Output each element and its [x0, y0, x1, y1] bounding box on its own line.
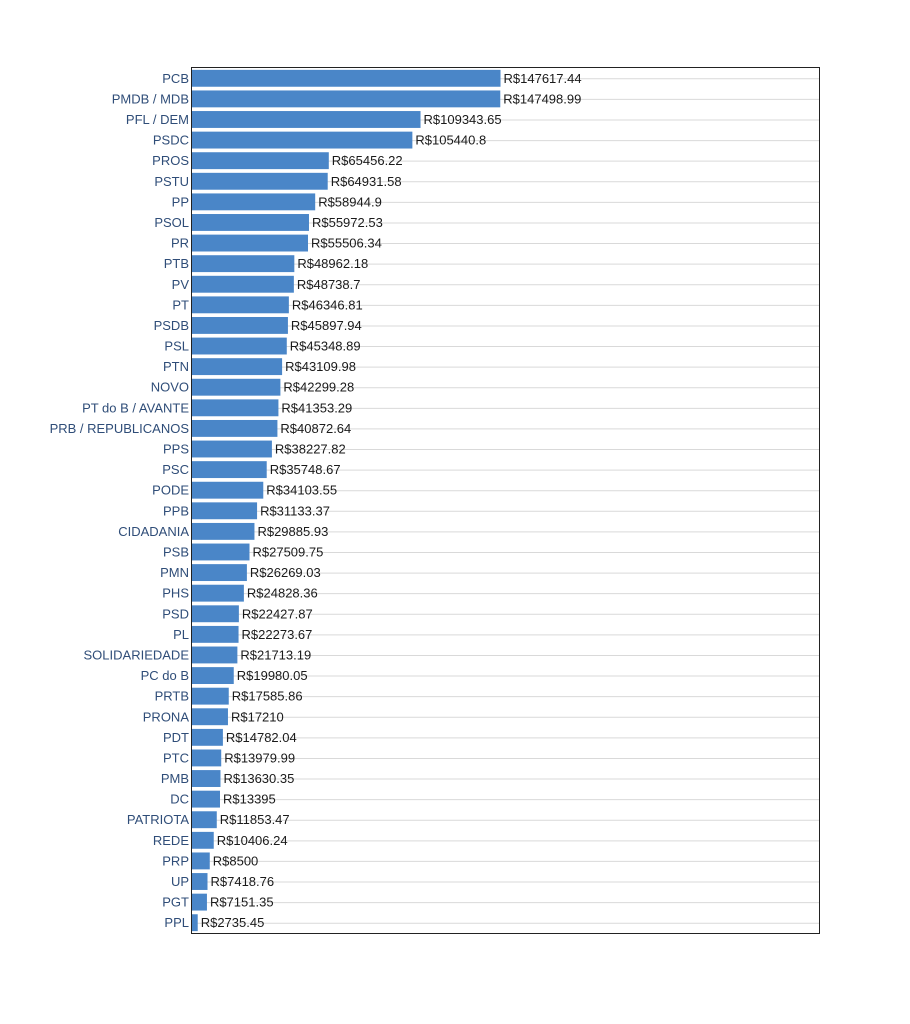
category-label: PL [173, 626, 189, 642]
value-label: R$48962.18 [297, 256, 369, 272]
bar [192, 296, 289, 313]
bar [192, 811, 217, 828]
category-label: PSOL [154, 214, 189, 230]
value-label: R$147498.99 [503, 91, 582, 107]
value-label: R$64931.58 [330, 173, 402, 189]
category-label: PSD [162, 606, 189, 622]
bar [192, 729, 223, 746]
value-label: R$147617.44 [503, 70, 582, 86]
category-label: PRB / REPUBLICANOS [49, 420, 189, 436]
bar [192, 255, 294, 272]
bar [192, 132, 412, 149]
category-label: PSC [162, 462, 189, 478]
value-label: R$43109.98 [285, 359, 356, 375]
bar [192, 544, 249, 561]
value-label: R$13979.99 [224, 750, 296, 766]
category-label: PSDC [152, 132, 189, 148]
value-label: R$35748.67 [269, 462, 341, 478]
category-label: CIDADANIA [118, 523, 189, 539]
value-label: R$55506.34 [311, 235, 382, 251]
bar [192, 173, 328, 190]
category-label: PDT [163, 729, 189, 745]
value-label: R$7418.76 [210, 874, 275, 890]
value-label: R$48738.7 [296, 276, 361, 292]
value-label: R$41353.29 [281, 400, 353, 416]
category-label: DC [170, 791, 189, 807]
value-label: R$105440.8 [415, 132, 487, 148]
bar [192, 214, 309, 231]
category-label: PHS [162, 585, 189, 601]
bar [192, 688, 229, 705]
value-label: R$17585.86 [231, 688, 303, 704]
category-label: NOVO [150, 379, 189, 395]
value-label: R$11853.47 [219, 812, 290, 828]
category-label: PRTB [154, 688, 189, 704]
bar [192, 626, 239, 643]
bar [192, 317, 288, 334]
category-label: PV [171, 276, 189, 292]
category-label: PTB [163, 256, 189, 272]
category-label: PMN [160, 565, 189, 581]
bar [192, 441, 272, 458]
bar [192, 399, 278, 416]
value-label: R$55972.53 [311, 214, 383, 230]
bar [192, 482, 263, 499]
value-label: R$42299.28 [283, 379, 355, 395]
category-label: PMB [160, 771, 189, 787]
value-label: R$22427.87 [241, 606, 313, 622]
bar [192, 502, 257, 519]
category-label: PODE [152, 482, 189, 498]
category-label: PSDB [153, 317, 189, 333]
category-label: PFL / DEM [125, 111, 189, 127]
category-label: PRONA [142, 709, 189, 725]
value-label: R$65456.22 [331, 153, 403, 169]
bar [192, 420, 277, 437]
value-label: R$22273.67 [241, 626, 313, 642]
category-label: PATRIOTA [126, 812, 189, 828]
value-label: R$14782.04 [225, 729, 297, 745]
value-label: R$31133.37 [260, 503, 330, 519]
category-label: PPS [162, 441, 189, 457]
bar [192, 90, 500, 107]
bar [192, 564, 247, 581]
value-label: R$13395 [222, 791, 276, 807]
bar [192, 667, 234, 684]
value-label: R$40872.64 [280, 420, 352, 436]
category-label: PRP [162, 853, 189, 869]
bar [192, 749, 221, 766]
value-label: R$45348.89 [289, 338, 361, 354]
category-label: PP [171, 194, 189, 210]
value-label: R$24828.36 [246, 585, 318, 601]
bar [192, 193, 315, 210]
category-label: PSTU [154, 173, 189, 189]
category-label: SOLIDARIEDADE [83, 647, 189, 663]
value-label: R$34103.55 [266, 482, 338, 498]
category-label: PCB [162, 70, 189, 86]
bar [192, 914, 198, 931]
bar [192, 235, 308, 252]
value-label: R$8500 [212, 853, 259, 869]
category-label: REDE [152, 832, 189, 848]
bar [192, 338, 287, 355]
bar [192, 523, 254, 540]
bar [192, 70, 501, 87]
value-label: R$10406.24 [216, 832, 288, 848]
category-label: PR [170, 235, 189, 251]
bar [192, 585, 244, 602]
bar [192, 111, 421, 128]
value-label: R$58944.9 [318, 194, 382, 210]
bar [192, 708, 228, 725]
value-label: R$2735.45 [200, 915, 265, 931]
bar [192, 605, 239, 622]
value-label: R$17210 [230, 709, 284, 725]
value-label: R$21713.19 [240, 647, 312, 663]
bar [192, 647, 237, 664]
value-label: R$26269.03 [249, 565, 321, 581]
bar [192, 461, 267, 478]
value-label: R$109343.65 [423, 111, 502, 127]
category-label: PTC [163, 750, 189, 766]
bar [192, 276, 294, 293]
bar [192, 894, 207, 911]
bar [192, 873, 208, 890]
value-label: R$45897.94 [290, 317, 362, 333]
category-label: UP [170, 874, 189, 890]
value-label: R$7151.35 [209, 894, 274, 910]
value-label: R$13630.35 [223, 771, 295, 787]
value-label: R$29885.93 [257, 523, 329, 539]
category-label: PC do B [140, 668, 189, 684]
bar [192, 832, 214, 849]
category-label: PPL [164, 915, 189, 931]
bar [192, 852, 210, 869]
category-label: PMDB / MDB [111, 91, 189, 107]
bar [192, 379, 280, 396]
category-label: PT do B / AVANTE [82, 400, 189, 416]
category-label: PT [172, 297, 189, 313]
bar [192, 358, 282, 375]
category-label: PSB [162, 544, 189, 560]
value-label: R$38227.82 [274, 441, 346, 457]
category-label: PROS [152, 153, 189, 169]
value-label: R$27509.75 [252, 544, 324, 560]
category-label: PTN [163, 359, 189, 375]
category-labels [50, 71, 190, 930]
value-label: R$46346.81 [291, 297, 363, 313]
value-label: R$19980.05 [236, 668, 308, 684]
bar [192, 791, 220, 808]
bar [192, 770, 220, 787]
category-label: PGT [162, 894, 189, 910]
category-label: PPB [162, 503, 189, 519]
bar [192, 152, 329, 169]
category-label: PSL [164, 338, 189, 354]
